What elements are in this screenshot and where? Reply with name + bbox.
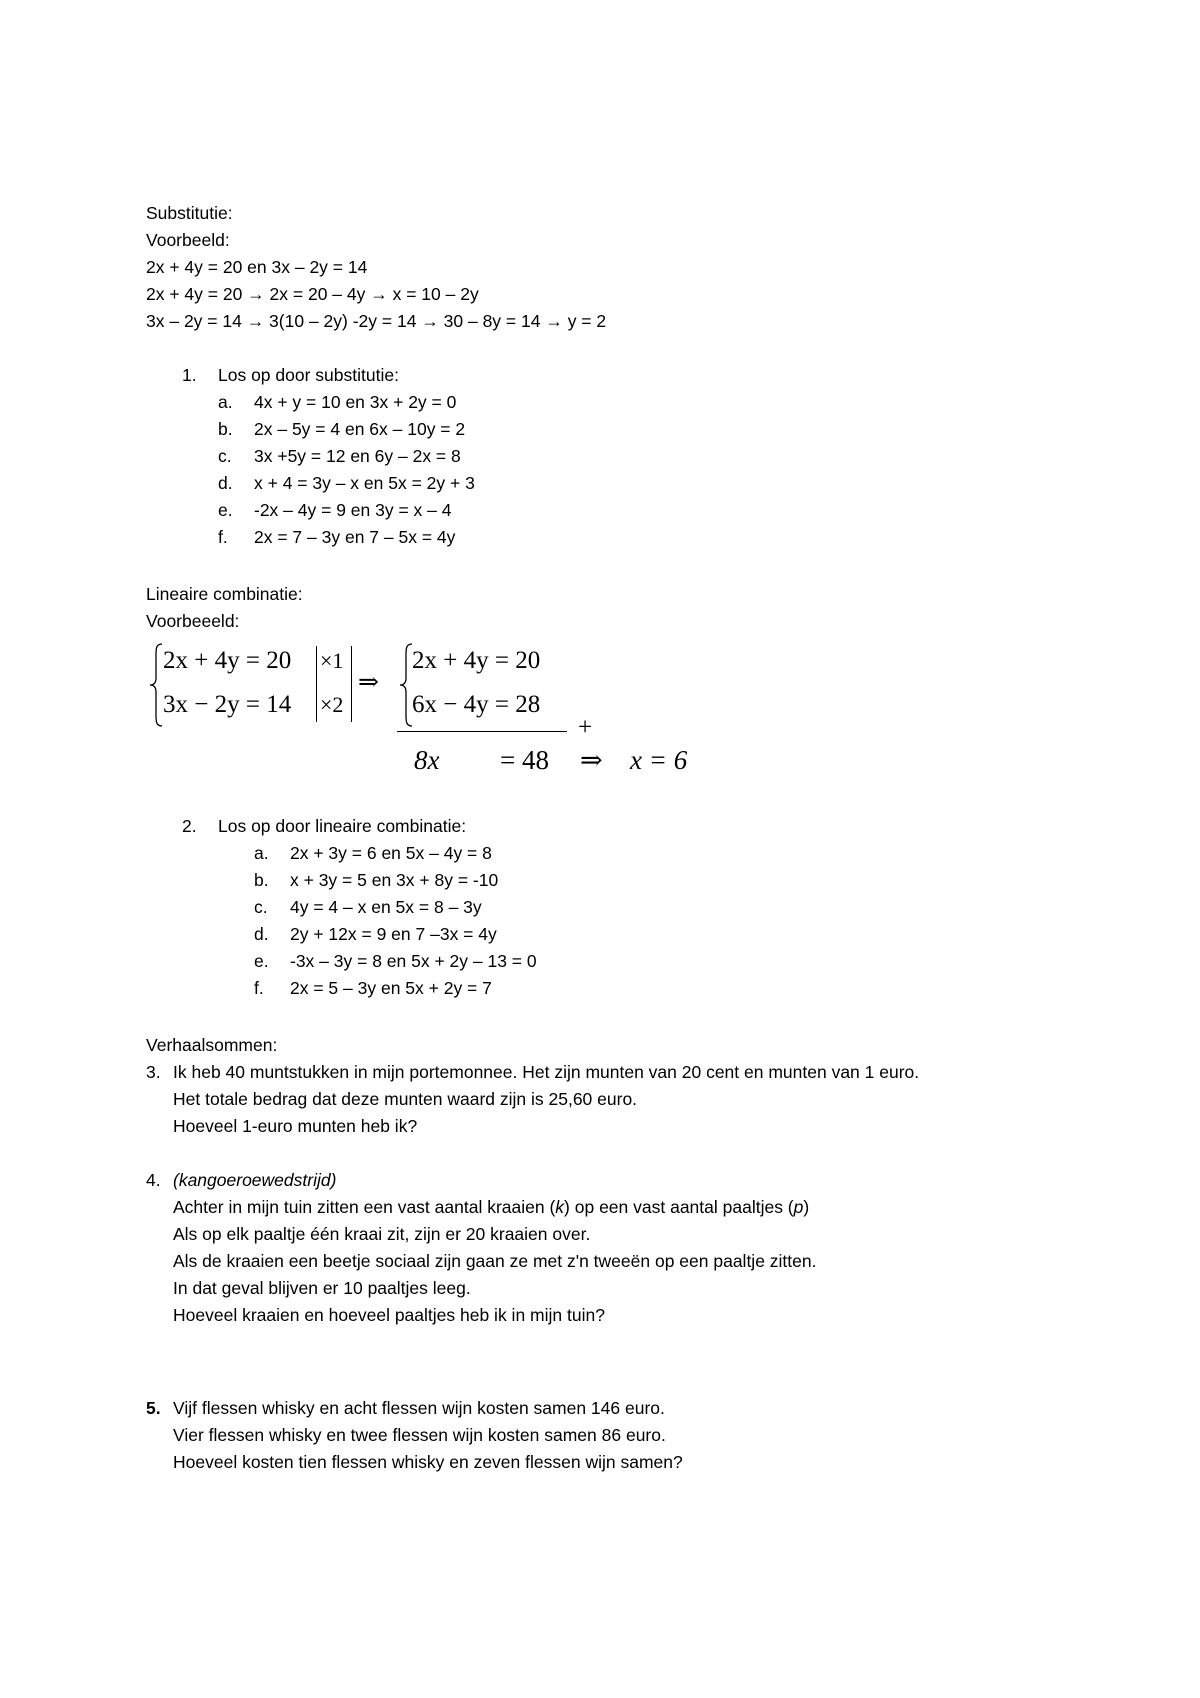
- left-brace-icon: [148, 642, 164, 728]
- question-line: Vijf flessen whisky en acht flessen wijn kosten samen 146 euro.: [173, 1398, 665, 1418]
- system-left-eq2: 3x − 2y = 14: [163, 691, 292, 718]
- question-number: 5.: [146, 1398, 161, 1418]
- section-heading-substitutie: Substitutie:: [146, 203, 233, 223]
- exercise-number: 2.: [182, 816, 197, 836]
- multiplier-bar-right: [351, 646, 352, 722]
- exercise-title: Los op door substitutie:: [218, 365, 399, 385]
- multiplier-1: ×1: [320, 648, 344, 673]
- exercise-item-text: 3x +5y = 12 en 6y – 2x = 8: [254, 446, 461, 466]
- example-label: Voorbeeld:: [146, 230, 230, 250]
- question-source: (kangoeroewedstrijd): [173, 1170, 337, 1190]
- exercise-item-text: 2x – 5y = 4 en 6x – 10y = 2: [254, 419, 466, 439]
- variable-p: p: [793, 1197, 804, 1217]
- exercise-item-text: x + 3y = 5 en 3x + 8y = -10: [290, 870, 499, 890]
- exercise-number: 1.: [182, 365, 197, 385]
- sum-left: 8x: [414, 745, 440, 775]
- question-line: Hoeveel 1-euro munten heb ik?: [173, 1116, 418, 1136]
- question-line: Hoeveel kosten tien flessen whisky en zeven flessen wijn samen?: [173, 1452, 683, 1472]
- question-line: Vier flessen whisky en twee flessen wijn kosten samen 86 euro.: [173, 1425, 666, 1445]
- exercise-item-text: 2x = 5 – 3y en 5x + 2y = 7: [290, 978, 492, 998]
- exercise-item-letter: e.: [218, 500, 233, 520]
- exercise-item-text: 4y = 4 – x en 5x = 8 – 3y: [290, 897, 482, 917]
- exercise-item-text: 2x + 3y = 6 en 5x – 4y = 8: [290, 843, 492, 863]
- exercise-item-text: -3x – 3y = 8 en 5x + 2y – 13 = 0: [290, 951, 537, 971]
- exercise-item-text: x + 4 = 3y – x en 5x = 2y + 3: [254, 473, 475, 493]
- question-line: Als op elk paaltje één kraai zit, zijn er 20 kraaien over.: [173, 1224, 591, 1244]
- question-line-part: Achter in mijn tuin zitten een vast aantal kraaien (: [173, 1197, 556, 1217]
- exercise-item-letter: b.: [218, 419, 233, 439]
- question-line-part: ): [803, 1197, 810, 1217]
- example-line: 3x – 2y = 14 → 3(10 – 2y) -2y = 14 → 30 – 8y = 14 → y = 2: [146, 311, 607, 331]
- question-line-part: ) op een vast aantal paaltjes (: [564, 1197, 794, 1217]
- question-number: 4.: [146, 1170, 161, 1190]
- exercise-item-text: -2x – 4y = 9 en 3y = x – 4: [254, 500, 452, 520]
- exercise-item-letter: a.: [254, 843, 269, 863]
- plus-sign: +: [578, 714, 593, 741]
- sum-line: [397, 731, 567, 732]
- multiplier-bar-left: [316, 646, 317, 722]
- exercise-item-letter: d.: [254, 924, 269, 944]
- example-line: 2x + 4y = 20 en 3x – 2y = 14: [146, 257, 368, 277]
- implies-arrow: ⇒: [358, 669, 379, 696]
- question-line: Als de kraaien een beetje sociaal zijn gaan ze met z'n tweeën op een paaltje zitten.: [173, 1251, 817, 1271]
- question-line: [173, 1196, 809, 1218]
- section-heading-lineaire: Lineaire combinatie:: [146, 584, 303, 604]
- system-right-eq2: 6x − 4y = 28: [412, 691, 541, 718]
- exercise-item-letter: c.: [218, 446, 232, 466]
- example-line: 2x + 4y = 20 → 2x = 20 – 4y → x = 10 – 2y: [146, 284, 479, 304]
- exercise-item-text: 2y + 12x = 9 en 7 –3x = 4y: [290, 924, 497, 944]
- section-heading-verhaalsommen: Verhaalsommen:: [146, 1035, 278, 1055]
- multiplier-2: ×2: [320, 692, 344, 717]
- sum-right: = 48: [500, 745, 549, 775]
- variable-k: k: [555, 1197, 565, 1217]
- exercise-item-letter: c.: [254, 897, 268, 917]
- question-line: Hoeveel kraaien en hoeveel paaltjes heb ik in mijn tuin?: [173, 1305, 605, 1325]
- exercise-item-letter: d.: [218, 473, 233, 493]
- exercise-item-text: 2x = 7 – 3y en 7 – 5x = 4y: [254, 527, 456, 547]
- exercise-item-letter: f.: [218, 527, 228, 547]
- question-line: Ik heb 40 muntstukken in mijn portemonnee. Het zijn munten van 20 cent en munten van 1 euro.: [173, 1062, 920, 1082]
- exercise-item-text: 4x + y = 10 en 3x + 2y = 0: [254, 392, 457, 412]
- question-line: Het totale bedrag dat deze munten waard zijn is 25,60 euro.: [173, 1089, 638, 1109]
- exercise-title: Los op door lineaire combinatie:: [218, 816, 467, 836]
- system-right-eq1: 2x + 4y = 20: [412, 647, 541, 674]
- exercise-item-letter: b.: [254, 870, 269, 890]
- question-line: In dat geval blijven er 10 paaltjes leeg.: [173, 1278, 471, 1298]
- result: x = 6: [630, 745, 688, 775]
- exercise-item-letter: a.: [218, 392, 233, 412]
- exercise-item-letter: e.: [254, 951, 269, 971]
- exercise-item-letter: f.: [254, 978, 264, 998]
- system-left-eq1: 2x + 4y = 20: [163, 647, 292, 674]
- implies-arrow-2: ⇒: [580, 745, 603, 775]
- question-number: 3.: [146, 1062, 161, 1082]
- example-label: Voorbeeeld:: [146, 611, 240, 631]
